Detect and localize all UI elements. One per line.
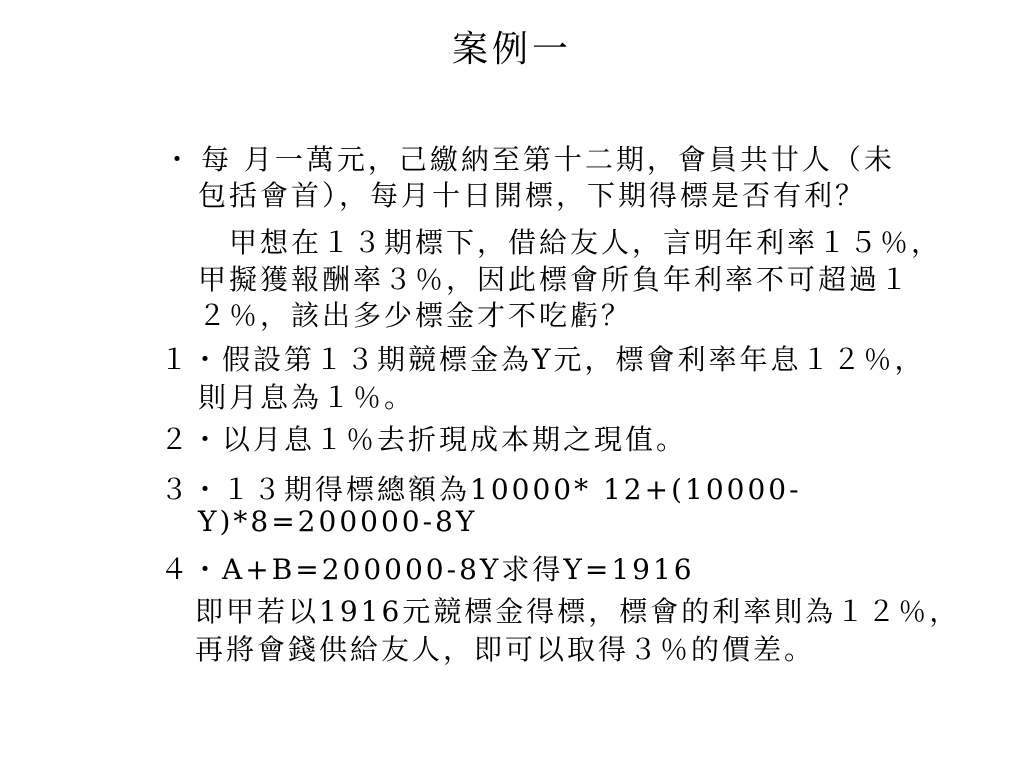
step-1-line-2: 則月息為１％。 <box>198 381 416 414</box>
step-2-line-1 <box>160 422 687 458</box>
step-2-marker: ２・ <box>160 423 223 456</box>
step-1-marker: １・ <box>160 343 223 376</box>
step-2-text-1: 以月息１％去折現成本期之現值。 <box>222 423 688 456</box>
step-3-line-1 <box>160 472 802 508</box>
conclusion-line-2: 再將會錢供給友人，即可以取得３％的價差。 <box>195 633 816 666</box>
scenario-line-3: ２％，該出多少標金才不吃虧？ <box>198 299 633 332</box>
question-text-1: 每 月一萬元，己繳納至第十二期，會員共廿人（未 <box>201 143 895 176</box>
scenario-line-1: 甲想在１３期標下，借給友人，言明年利率１５％， <box>198 226 943 259</box>
conclusion-line-1: 即甲若以1916元競標金得標，標會的利率則為１２％， <box>195 595 961 628</box>
step-3-marker: ３・ <box>160 473 223 506</box>
step-3-text-1: １３期得標總額為10000* 12+(10000- <box>222 473 802 506</box>
step-1-text-1: 假設第１３期競標金為Y元，標會利率年息１２％， <box>222 343 926 376</box>
step-4-line-1 <box>160 552 695 588</box>
step-3-line-2: Y)*8=200000-8Y <box>198 505 478 538</box>
bullet-marker: ・ <box>163 143 195 176</box>
scenario-line-2: 甲擬獲報酬率３％，因此標會所負年利率不可超過１ <box>198 263 912 296</box>
question-line-2: 包括會首），每月十日開標，下期得標是否有利？ <box>198 179 867 212</box>
question-line-1 <box>163 142 895 178</box>
slide-title: 案例一 <box>451 29 572 70</box>
step-1-line-1 <box>160 342 926 378</box>
step-4-text-1: A+B=200000-8Y求得Y=1916 <box>222 553 695 586</box>
step-4-marker: ４・ <box>160 553 223 586</box>
